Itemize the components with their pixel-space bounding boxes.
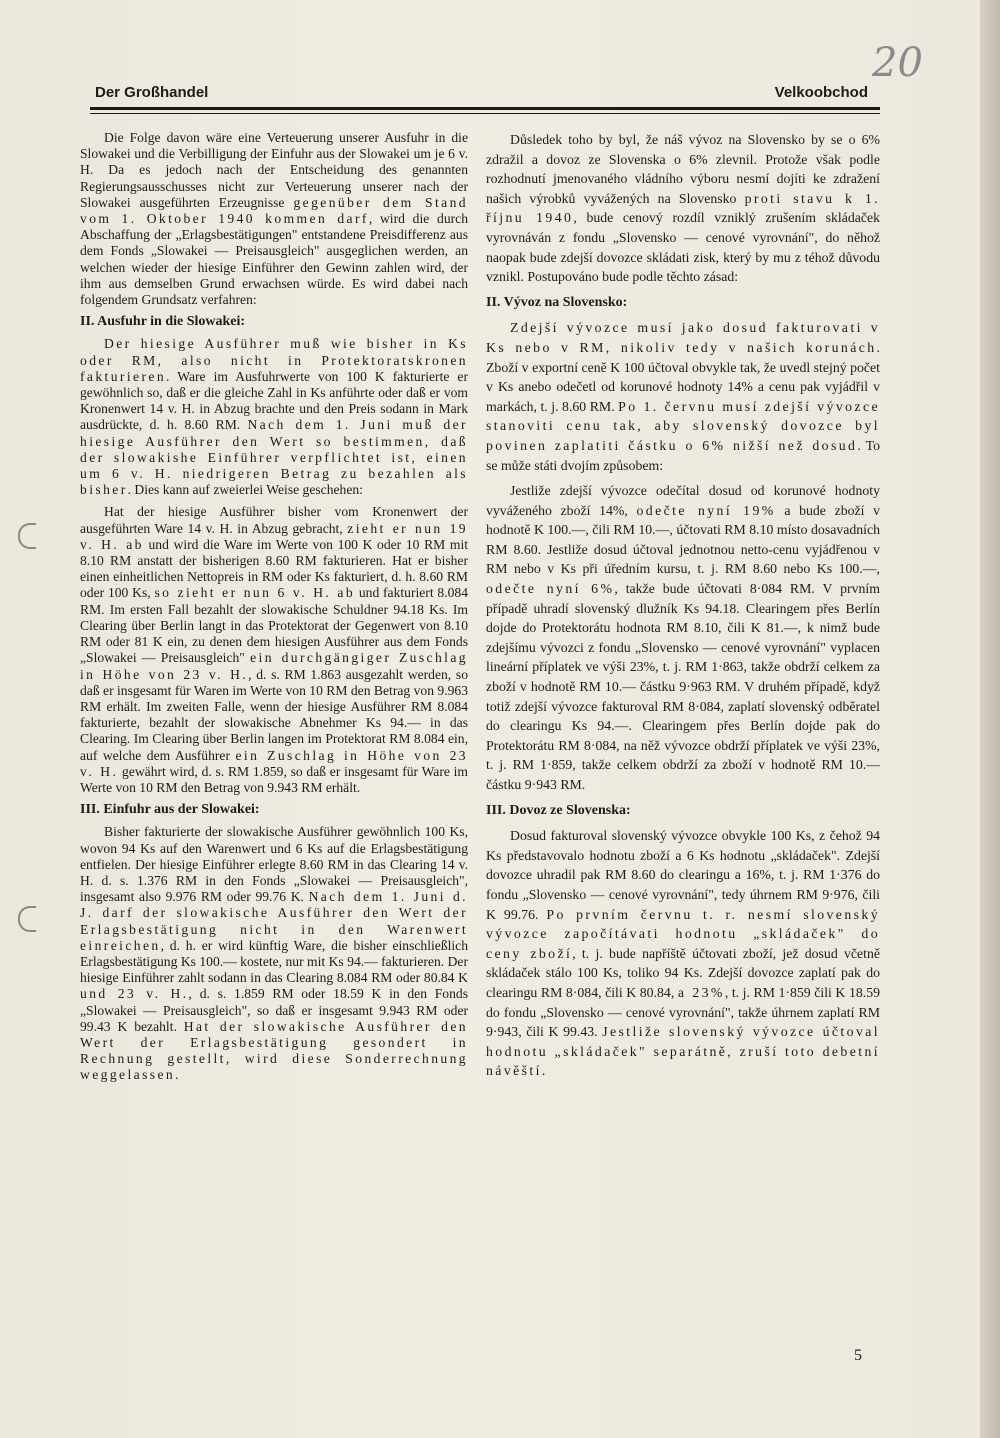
spaced-text: ein durchgängiger Zuschlag in Höhe von 23 v. H. <box>80 650 468 682</box>
punch-hole-top <box>18 523 36 549</box>
handwritten-note: 20 <box>872 40 923 86</box>
spaced-text: proti stavu k 1. říjnu 1940 <box>486 190 880 226</box>
spaced-text: gegenüber dem Stand vom 1. Oktober 1940 kommen darf <box>80 194 468 227</box>
text: . <box>541 1063 546 1079</box>
text: . Zboží v exportní ceně K 100 účtoval obvykle tak, že uvedl stejný počet v Ks anebo odečetl od korunové hodnoty 14% a cenu pak vyjádřil v markách, t. j. 8.60 RM. <box>486 339 880 414</box>
spaced-text: Po prvním červnu t. r. nesmí slovenský vývozce započítávati hodnotu „skládaček" do ceny zboží <box>486 906 880 961</box>
text: , bude cenový rozdíl vzniklý zrušením skládaček vyrovnáván z fondu „Slovensko — cenové vyrovnání", do něhož naopak bude zdejší dovozce skládati zisk, který by mu z téhož důvodu vznikl. Postupováno bude podle těchto zásad: <box>486 210 880 285</box>
text: Bisher fakturierte der slowakische Ausführer gewöhnlich 100 Ks, wovon 94 Ks auf den Warenwert und 6 Ks auf die Erlagsbestätigung entfielen. Der hiesige Einführer erlegte 8.60 RM in das Clearing 14 v. H. d. s. 1.376 RM in den Fonds „Slowakei — Preisausgleich", insgesamt also 9.976 RM oder 99.76 K. <box>80 824 468 905</box>
paragraph <box>80 336 468 498</box>
spaced-text: odečte nyní 6% <box>486 581 615 597</box>
spaced-text: Zdejší vývozce musí jako dosud fakturovati v Ks nebo v RM, nikoliv tedy v našich korunách <box>486 320 880 355</box>
text: gewährt wird, d. s. RM 1.859, so daß er insgesamt für Ware im Werte von 10 RM den Betrag von 9.943 RM erhält. <box>80 763 468 795</box>
paragraph <box>80 824 468 1083</box>
text: . Dies kann auf zweierlei Weise geschehen: <box>127 482 363 498</box>
section-heading: III. Dovoz ze Slovenska: <box>486 802 631 818</box>
running-header-german: Der Großhandel <box>95 84 209 101</box>
header-rule-thin <box>90 113 880 114</box>
text: . <box>175 1067 179 1083</box>
spaced-text: Po 1. červnu musí zdejší vývozce stanoviti cenu tak, aby slovenský dovozce byl povinen zaplatiti částku o 6% nižší než dosud <box>486 398 880 453</box>
text: . To se může státi dvojím způsobem: <box>486 437 880 473</box>
text: Hat der hiesige Ausführer bisher vom Kronenwert der ausgeführten Ware 14 v. H. in Abzug gebracht, <box>80 504 468 536</box>
page-number: 5 <box>854 1347 862 1364</box>
spaced-text: zieht er nun 19 v. H. ab <box>80 520 468 552</box>
column-czech <box>486 130 880 1081</box>
spaced-text: Jestliže slovenský vývozce účtoval hodnotu „skládaček" separátně, zruší toto debetní návěští <box>486 1024 881 1079</box>
text: Dosud fakturoval slovenský vývozce obvykle 100 Ks, z čehož 94 Ks představovalo hodnotu zboží a 6 Ks hodnotu „skládaček". Zdejší dovozce uhradil pak RM 8.60 do clearingu a 16%, t. j. RM 1·376 do fondu „Slovensko — cenové vyrovnání", tedy úhrnem RM 9·976, čili K 99.76. <box>486 828 880 922</box>
spaced-text: ein Zuschlag in Höhe von 23 v. H. <box>80 747 468 779</box>
spaced-text: Nach dem 1. Juni d. J. darf der slowakische Ausführer den Wert der Erlagsbestätigung nicht in den Warenwert einreichen <box>80 889 468 953</box>
paragraph <box>486 318 880 475</box>
running-header-czech: Velkoobchod <box>774 84 868 101</box>
text: , takže bude účtovati 8·084 RM. V prvním případě uhradí slovenský dlužník Ks 94.18. Clearingem přes Berlín dojde do Protektorátu hodnota RM 8.10, čili K 81.—, k nimž bude zdejšímu vývozci z fondu „Slovensko — cenové vyrovnání" vyplacen lineární příplatek ve výši 23%, t. j. RM 1·863, takže obdrží celkem za zboží v hodnotě RM 10.— částku 9·963 RM. V druhém případě, když totiž zdejší vývozce fakturoval RM 8·084, zaplatí slovenský odběratel do clearingu Ks 94.—. Clearingem přes Berlín dojde pak do Protektorátu RM 8·084, na něž vývozce obdrží příplatek ve výši 23%, t. j. RM 1·859, takže celkem obdrží za zboží v hodnotě RM 10.— částku 9·943 RM. <box>486 581 881 792</box>
text: Důsledek toho by byl, že náš vývoz na Slovensko by se o 6% zdražil a dovoz ze Slovenska o 6% zlevnil. Protože však podle rozhodnutí jmenovaného vládního výboru nesmí dojíti ke zdražení našich výrobků vyvážených na Slovensko <box>486 132 880 206</box>
paragraph-intro <box>486 130 880 287</box>
text: Die Folge davon wäre eine Verteuerung unserer Ausfuhr in die Slowakei und die Verbilligung der Einfuhr aus der Slowakei um je 6 v. H. Da es jedoch nach der Entscheidung des genannten Regierungsausschusses nicht zur Verteuerung unserer nach der Slowakei ausgeführten Erzeugnisse <box>80 130 468 210</box>
paragraph-intro <box>80 130 468 308</box>
header-rule <box>90 107 880 110</box>
column-german <box>80 130 468 1084</box>
spaced-text: odečte nyní 19% <box>636 502 776 518</box>
section-heading: II. Ausfuhr in die Slowakei: <box>80 314 246 330</box>
paragraph <box>486 481 880 795</box>
paper-edge <box>980 0 1000 1438</box>
text: . Ware im Ausfuhrwerte von 100 K fakturierte er gewöhnlich so, daß er die gleiche Zahl in Ks anführte oder daß er vom Kronenwert 14 v. H. in Abzug brachte und den Preis sodann in Mark ausdrückte, d. h. 8.60 RM. <box>80 368 468 433</box>
spaced-text: a 23% <box>677 984 725 1000</box>
text: , t. j. bude napříště účtovati zboží, jež dosud včetně skládaček stálo 100 Ks, toliko 94 Ks. Zdejší dovozce zaplatí pak do clearingu RM 8·084, čili K 80.84, <box>486 945 880 1000</box>
spaced-text: so zieht er nun 6 v. H. ab <box>154 585 356 601</box>
text: , d. s. 1.859 RM oder 18.59 K in den Fonds „Slowakei — Preisausgleich", so daß er insgesamt 9.943 RM oder 99.43 K bezahlt. <box>80 986 468 1034</box>
text: , t. j. RM 1·859 čili K 18.59 do fondu „Slovensko — cenové vyrovnání", takže úhrnem zaplatí RM 9·943, čili K 99.43. <box>486 984 880 1040</box>
text: Jestliže zdejší vývozce odečítal dosud od korunové hodnoty vyváženého zboží 14%, <box>486 483 880 518</box>
section-heading: III. Einfuhr aus der Slowakei: <box>80 802 260 818</box>
spaced-text: und 23 v. H. <box>80 986 189 1002</box>
text: a bude zboží v hodnotě K 100.—, čili RM 10.—, účtovati RM 8.10 místo dosavadních RM 8.60. Jestliže dosud účtoval jednotnou netto-cenu vyjádřenou v RM nebo v Ks při úředním kursu, t. j. RM 8.60 nebo Ks 100.—, <box>486 502 881 577</box>
paragraph <box>486 826 880 1081</box>
section-heading: II. Vývoz na Slovensko: <box>486 294 628 310</box>
spaced-text: Der hiesige Ausführer muß wie bisher in Ks oder RM, also nicht in Protektoratskronen fakturieren <box>80 336 468 384</box>
text: , d. h. er wird künftig Ware, die bisher einschließlich Erlagsbestätigung Ks 100.— kostete, nur mit Ks 94.— fakturieren. Der hiesige Einführer zahlt sodann in das Clearing 8.084 RM oder 80.84 K <box>80 937 468 986</box>
spaced-text: Hat der slowakische Ausführer den Wert der Erlagsbestätigung gesondert in Rechnung gestellt, wird diese Sonderrechnung weggelassen <box>80 1018 468 1083</box>
text: , d. s. RM 1.863 ausgezahlt werden, so daß er insgesamt für Waren im Werte von 10 RM den Betrag von 9.963 RM erhält. Im zweiten Falle, wenn der hiesige Ausführer RM 8.084 fakturierte, bezahlt der slowakische Abnehmer Ks 94.— in das Clearing. Im Clearing über Berlin langen im Protektorat RM 8.084 ein, auf welche dem Ausführer <box>80 666 468 763</box>
text: und fakturiert 8.084 RM. Im ersten Fall bezahlt der slowakische Schuldner 94.18 Ks. Im Clearing über Berlin langt in das Protektorat der Gegenwert von 8.10 RM oder 81 K ein, zu denen dem hiesigen Ausführer aus dem Fonds „Slowakei — Preisausgleich" <box>80 585 468 666</box>
text: und wird die Ware im Werte von 100 K oder 10 RM mit 8.10 RM anstatt der bisherigen 8.60 RM fakturieren. Hat er bisher einen einheitlichen Nettopreis in RM oder Ks fakturiert, d. h. 8.60 RM oder 100 Ks, <box>80 536 469 601</box>
spaced-text: Nach dem 1. Juni muß der hiesige Ausführer den Wert so bestimmen, daß der slowakishe Einführer verpflichtet ist, einen um 6 v. H. niedrigeren Betrag zu bezahlen als bisher <box>80 417 468 498</box>
paragraph <box>80 504 468 796</box>
punch-hole-bottom <box>18 906 36 932</box>
text: , wird die durch Abschaffung der „Erlagsbestätigungen" entstandene Preisdifferenz aus dem Fonds „Slowakei — Preisausgleich" ausgeglichen werden, an welchen wieder der hiesige Einführer den Gewinn zahlen wird, der ihm aus demselben Grund erwachsen würde. Es wird dabei nach folgendem Grundsatz verfahren: <box>80 211 468 308</box>
